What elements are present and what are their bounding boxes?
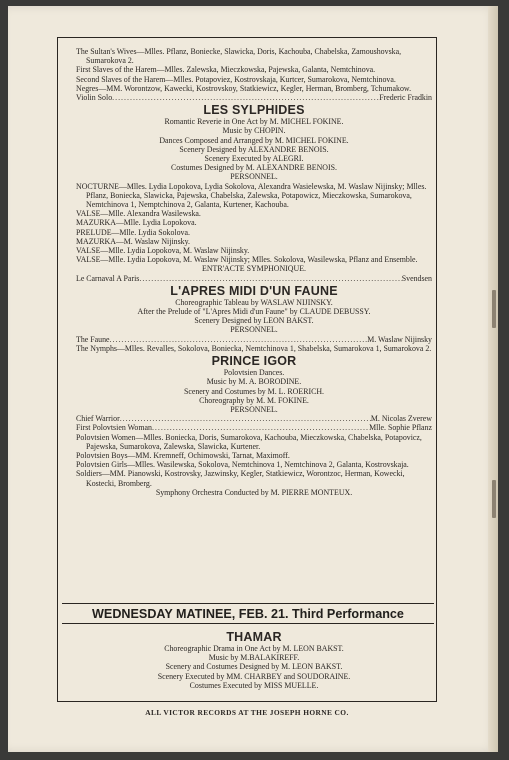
credit-line: After the Prelude of "L'Apres Midi d'un Faune" by CLAUDE DEBUSSY. <box>137 307 371 317</box>
cast-line: Polovtsien Women—Mlles. Boniecka, Doris, Sumarokova, Kachouba, Mieczkowska, Chabelska, Potapovicz, Pajewska, Sumarokova, Zalewska, Slawicka, Kurtener. <box>76 432 422 451</box>
credit-line: Dances Composed and Arranged by M. MICHEL FOKINE. <box>159 135 349 145</box>
cast-line: Negres—MM. Worontzow, Kawecki, Kostrovskoy, Statkiewicz, Kegler, Herman, Bromberg, Tchumakow. <box>76 83 412 93</box>
ballet-title-faune: L'APRES MIDI D'UN FAUNE <box>170 283 338 298</box>
credit-line: Choreographic Tableau by WASLAW NIJINSKY. <box>175 297 333 307</box>
first-woman-row <box>76 423 432 432</box>
cast-line: Polovtsien Girls—Mlles. Wasilewska, Sokolova, Nemtchinova 1, Nemtchinova 2, Galanta, Kostrovskaja. <box>76 460 409 470</box>
thamar-section <box>76 629 432 690</box>
faune-row <box>76 335 432 344</box>
leader-dots <box>139 274 401 283</box>
personnel-heading: PERSONNEL. <box>230 325 278 335</box>
performance-banner: WEDNESDAY MATINEE, FEB. 21. Third Performance <box>62 603 434 624</box>
ballet-title-igor: PRINCE IGOR <box>211 354 297 369</box>
personnel-heading: PERSONNEL. <box>230 404 278 414</box>
orchestra-credit: Symphony Orchestra Conducted by M. PIERRE MONTEUX. <box>155 487 353 497</box>
cast-line: NOCTURNE—Mlles. Lydia Lopokova, Lydia Sokolova, Alexandra Wasielewska, M. Waslaw Nijinsky; Mlles. Pflanz, Boniecka, Slawicka, Pajewska, Chabelska, Zalewska, Potapowicz, Mieczkowska, Sumarokova, Nemtchinova 1, Nemptchinova 2, Galanta, Kurtener, Kachouba. <box>76 181 427 210</box>
credit-line: Music by M.BALAKIREFF. <box>208 653 300 663</box>
cast-line: The Sultan's Wives—Mlles. Pflanz, Boniecke, Slawicka, Doris, Kachouba, Chabelska, Zamoushovska, Sumarokova 2. <box>76 47 402 66</box>
cast-line: VALSE—Mlle. Alexandra Wasilewska. <box>76 209 201 219</box>
credit-line: Scenery Executed by ALEGRI. <box>204 154 304 164</box>
violin-solo-label: Violin Solo <box>76 93 113 103</box>
credit-line: Choreographic Drama in One Act by M. LEON BAKST. <box>164 644 344 653</box>
first-woman-label: First Polovtsien Woman <box>76 423 152 433</box>
cast-line: MAZURKA—Mlle. Lydia Lopokova. <box>76 218 197 228</box>
chief-warrior-row <box>76 414 432 423</box>
page-spine <box>488 6 498 752</box>
faune-name: M. Waslaw Nijinsky <box>367 334 432 344</box>
credit-line: Romantic Reverie in One Act by M. MICHEL FOKINE. <box>164 117 344 127</box>
program-content <box>76 47 432 497</box>
leader-dots <box>110 335 368 344</box>
personnel-heading: PERSONNEL. <box>230 172 278 182</box>
credit-line: Scenery Executed by MM. CHARBEY and SOUDORAINE. <box>157 671 351 681</box>
credit-line: Scenery Designed by ALEXANDRE BENOIS. <box>179 144 329 154</box>
cast-line: PRELUDE—Mlle. Lydia Sokolova. <box>76 227 190 237</box>
cast-line: First Slaves of the Harem—Mlles. Zalewska, Mieczkowska, Pajewska, Galanta, Nemtchinova. <box>76 65 376 75</box>
cast-line: MAZURKA—M. Waslaw Nijinsky. <box>76 236 190 246</box>
leader-dots <box>120 414 371 423</box>
credit-line: Choreography by M. M. FOKINE. <box>199 395 309 405</box>
binding-staple-bottom <box>492 480 496 518</box>
credit-line: Costumes Executed by MISS MUELLE. <box>189 680 319 690</box>
leader-dots <box>112 93 379 102</box>
violin-solo-name: Frederic Fradkin <box>379 93 432 103</box>
credit-line: Scenery and Costumes by M. L. ROERICH. <box>183 386 325 396</box>
cast-line: Polovtsien Boys—MM. Kremneff, Ochimowski, Tarnat, Maximoff. <box>76 450 290 460</box>
carnaval-composer: Svendsen <box>401 273 432 283</box>
chief-warrior-name: M. Nicolas Zverew <box>370 414 432 424</box>
faune-label: The Faune <box>76 334 110 344</box>
cast-line: VALSE—Mlle. Lydia Lopokova, M. Waslaw Nijinsky. <box>76 246 250 256</box>
first-woman-name: Mlle. Sophie Pflanz <box>369 423 432 433</box>
carnaval-label: Le Carnaval A Paris <box>76 273 140 283</box>
entracte-heading: ENTR'ACTE SYMPHONIQUE. <box>202 264 306 274</box>
cast-line: VALSE—Mlle. Lydia Lopokova, M. Waslaw Nijinsky; Mlles. Sokolova, Wasilewska, Pflanz and Ensemble. <box>76 255 418 265</box>
credit-line: Music by M. A. BORODINE. <box>206 377 302 387</box>
ballet-title-sylphides: LES SYLPHIDES <box>203 103 305 118</box>
binding-staple-top <box>492 290 496 328</box>
leader-dots <box>152 423 369 432</box>
cast-line: Second Slaves of the Harem—Mlles. Potapoviez, Kostrovskaja, Kurtcer, Sumarokova, Nemtchinova. <box>76 74 396 84</box>
credit-line: Scenery Designed by LEON BAKST. <box>194 316 314 326</box>
cast-line: The Nymphs—Mlles. Revalles, Sokolova, Boniecka, Nemtchinova 1, Shabelska, Sumarokova 1, Sumarokova 2. <box>76 343 432 353</box>
violin-solo-row <box>76 93 432 102</box>
ballet-title-thamar: THAMAR <box>226 630 282 644</box>
carnaval-row <box>76 274 432 283</box>
chief-warrior-label: Chief Warrior <box>76 414 120 424</box>
cast-line: Soldiers—MM. Pianowski, Kostrovsky, Jazwinsky, Kegler, Statkiewicz, Worontzoc, Herman, Kowecki, Kostecki, Bromberg. <box>76 469 405 488</box>
credit-line: Costumes Designed by M. ALEXANDRE BENOIS. <box>171 163 337 173</box>
credit-line: Scenery and Costumes Designed by M. LEON BAKST. <box>165 662 343 672</box>
advertisement-footer: ALL VICTOR RECORDS AT THE JOSEPH HORNE CO. <box>145 708 349 717</box>
credit-line: Music by CHOPIN. <box>222 126 286 136</box>
credit-line: Polovtsien Dances. <box>223 368 285 378</box>
